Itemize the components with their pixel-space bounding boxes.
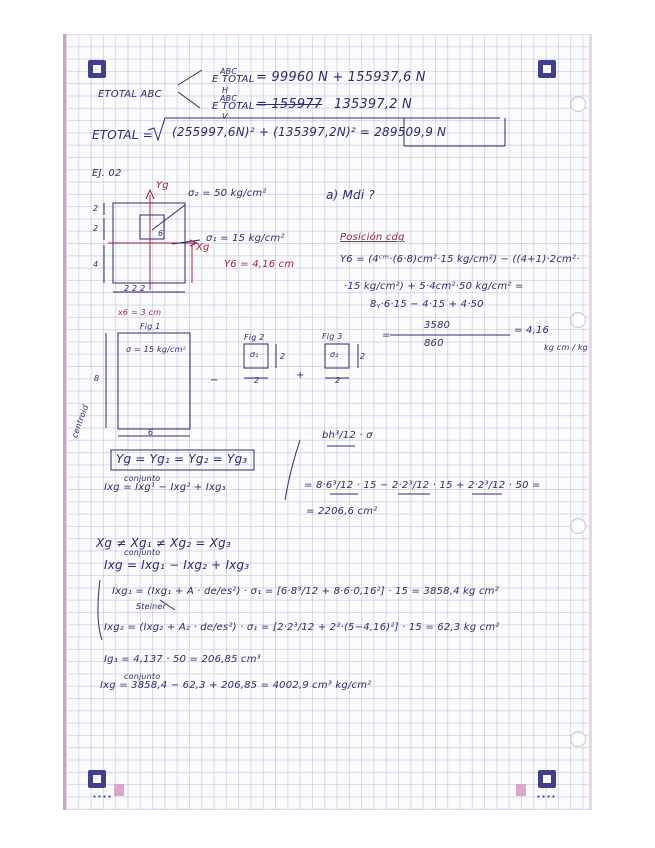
yg-equation-3: 8ᵧ·6·15 − 4·15 + 4·50 <box>370 299 484 310</box>
minus-sign: − <box>210 375 219 386</box>
fig1-sigma: σ = 15 kg/cm² <box>126 345 186 354</box>
ixg-conjunto-sup-1: conjunto <box>124 474 161 483</box>
fraction-result: = 4,16 <box>514 325 550 336</box>
exercise-label: EJ. 02 <box>92 168 122 179</box>
etotal-v-sub: V <box>222 112 228 121</box>
fig2-sigma: σ₁ <box>250 350 259 359</box>
ixg-result: = 2206,6 cm² <box>306 506 378 517</box>
dim-x: 2 2 2 <box>124 284 146 293</box>
fig2-width: 2 <box>254 376 260 385</box>
etotal-expression: (255997,6N)² + (135397,2N)² = 289509,9 N <box>172 125 447 139</box>
dim-2-top: 2 <box>93 204 99 213</box>
fig1-height: 8 <box>94 374 100 383</box>
yg-equalities: Yg = Yg₁ = Yg₂ = Yg₃ <box>116 452 248 466</box>
sigma-mid-label: σ₁ = 15 kg/cm² <box>206 233 285 244</box>
posicion-cdg-heading: Posición cdg <box>340 232 405 243</box>
ixg-conjunto-equation: Ixg = Ixg₁ − Ixg₂ + Ixg₃ <box>104 558 250 572</box>
etotal-h-sub: H <box>222 86 229 95</box>
etotal-h-sup: ABC <box>220 67 238 76</box>
yg-equation-2: ·15 kg/cm²) + 5·4cm²·50 kg/cm² = <box>344 281 524 292</box>
fraction-denominator: 860 <box>424 338 444 349</box>
etotal-v-value: 135397,2 N <box>334 97 412 112</box>
fig1-width: 6 <box>148 428 154 437</box>
centroid-note: centroid <box>70 403 91 440</box>
ixg1-line: Ixg₁ = (Ixg₁ + A · de/es²) · σ₁ = [6·8³/12 + 8·6·0,16²] · 15 = 3858,4 kg cm² <box>112 586 499 597</box>
equals-sign: = <box>382 330 391 341</box>
ixg-conjunto-sup-3: conjunto <box>124 672 161 681</box>
y6-label: Y6 = 4,16 cm <box>224 259 295 270</box>
part-a-question: a) Mdi ? <box>326 188 375 202</box>
sigma-top-label: σ₂ = 50 kg/cm² <box>188 188 267 199</box>
dim-4: 4 <box>93 260 99 269</box>
ixg-conjunto-sup-2: conjunto <box>124 548 161 557</box>
yg-axis-label: Yg <box>156 180 169 191</box>
ixg2-line: Ixg₂ = (Ixg₂ + A₂ · de/es²) · σ₁ = [2·2³/12 + 2²·(5−4,16)²] · 15 = 62,3 kg cm² <box>104 622 500 633</box>
etotal-h-label: E TOTAL <box>212 74 255 85</box>
ixg-final-line: Ixg = 3858,4 − 62,3 + 206,85 = 4002,9 cm³ kg/cm² <box>100 680 372 691</box>
fig3-height: 2 <box>360 352 366 361</box>
plus-sign: + <box>296 370 305 381</box>
etotal-v-struck: = 155977 <box>256 97 323 112</box>
etotal-v-label: E TOTAL <box>212 101 255 112</box>
etotal-abc-label: ETOTAL ABC <box>98 89 162 100</box>
dim-2-mid: 2 <box>93 224 99 233</box>
steiner-note: Steiner <box>136 602 167 611</box>
bh3-formula: bh³/12 · σ <box>322 430 373 441</box>
etotal-label: ETOTAL = <box>92 128 153 142</box>
ixg-calculation: = 8·6³/12 · 15 − 2·2³/12 · 15 + 2·2³/12 · 50 = <box>304 480 541 491</box>
etotal-h-value: = 99960 N + 155937,6 N <box>256 70 426 85</box>
xg-axis-label: Xg <box>196 242 210 253</box>
xg-inequality: Xg ≠ Xg₁ ≠ Xg₂ = Xg₃ <box>96 536 231 550</box>
yg-equation-1: Y6 = (4ᶜᵐ·(6·8)cm²·15 kg/cm²) − ((4+1)·2cm²· <box>340 254 580 265</box>
ixg3-line: Ig₃ = 4,137 · 50 = 206,85 cm³ <box>104 654 261 665</box>
fig3-sigma: σ₂ <box>330 350 339 359</box>
x6-label: x6 = 3 cm <box>118 308 162 317</box>
fraction-numerator: 3580 <box>424 320 451 331</box>
fig2-height: 2 <box>280 352 286 361</box>
ixg-equation: Ixg = Ixg¹ − Ixg² + Ixg₃ <box>104 482 226 493</box>
fig1-label: Fig 1 <box>140 322 161 331</box>
fig3-width: 2 <box>335 376 341 385</box>
dim-6-inner: 6 <box>158 229 164 238</box>
fig3-label: Fig 3 <box>322 332 343 341</box>
fig2-label: Fig 2 <box>244 333 265 342</box>
etotal-v-sup: ABC <box>220 94 238 103</box>
fraction-units: kg cm / kg <box>544 343 588 352</box>
